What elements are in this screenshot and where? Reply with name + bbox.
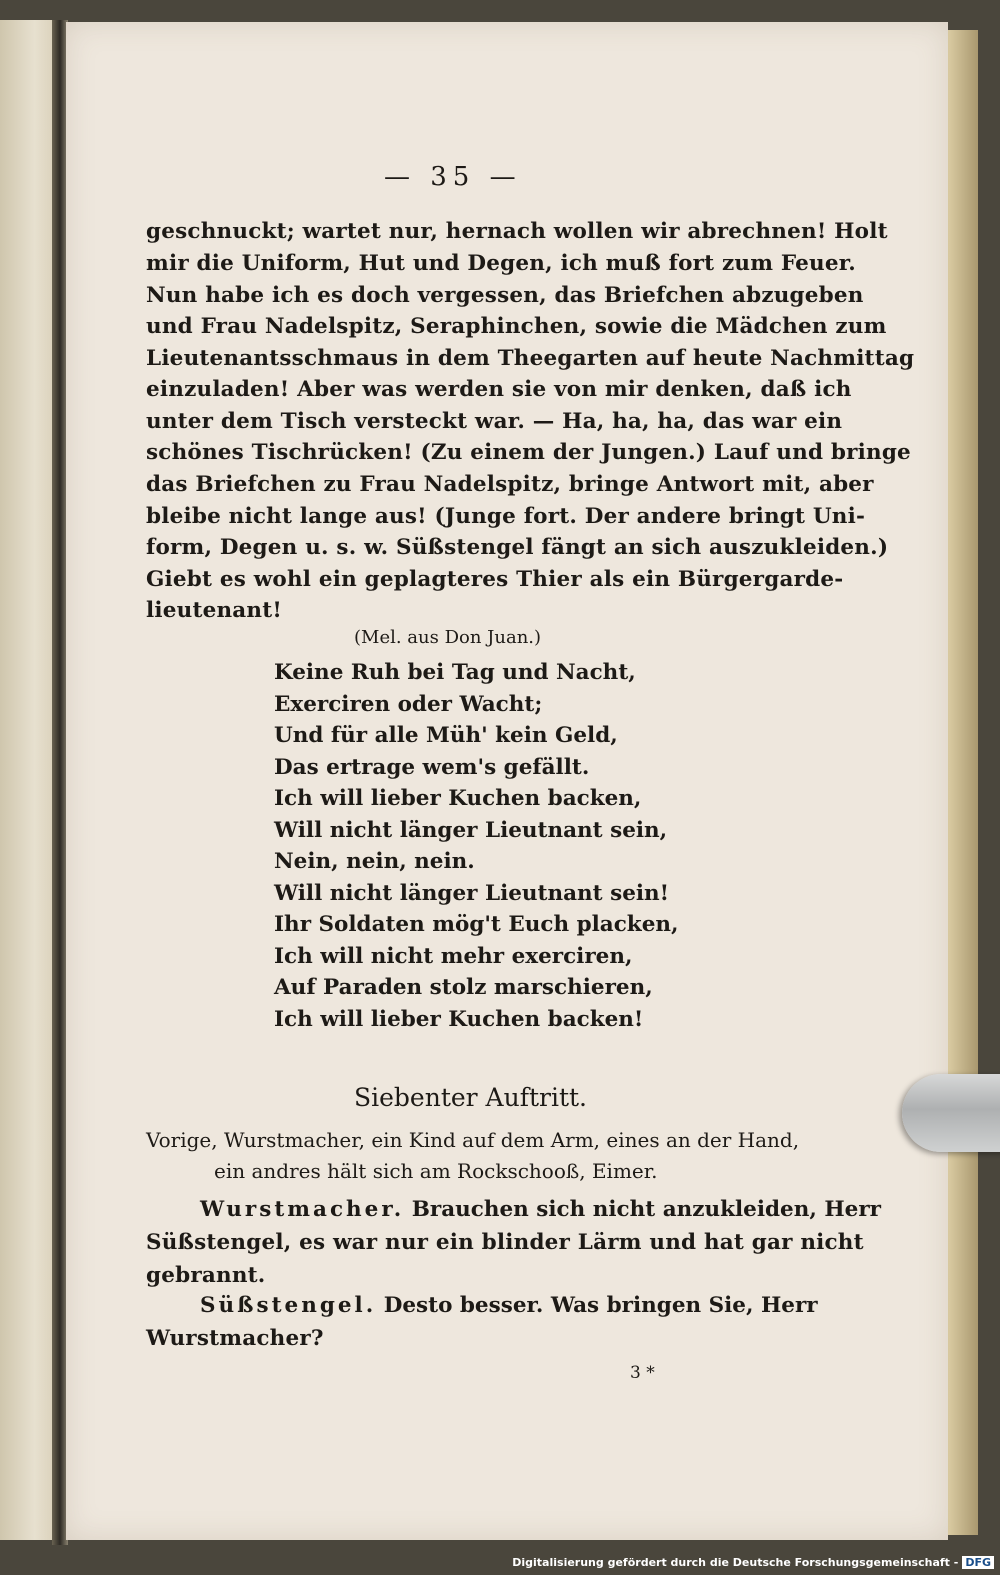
prose-line: form, Degen u. s. w. Süßstengel fängt an sich auszukleiden.) [146,535,889,560]
page-header: — 35 — [384,162,522,192]
speaker-name: Süßstengel. [200,1293,377,1318]
verse-line: Nein, nein, nein. [274,849,475,874]
verse-line: Ihr Soldaten mög't Euch placken, [274,912,679,937]
thumb [902,1074,1000,1152]
prose-line: schönes Tischrücken! (Zu einem der Jungen.) Lauf und bringe [146,440,911,465]
prose-line: geschnuckt; wartet nur, hernach wollen wir abrechnen! Holt [146,219,888,244]
prose-line: und Frau Nadelspitz, Seraphinchen, sowie die Mädchen zum [146,314,887,339]
verse-line: Und für alle Müh' kein Geld, [274,723,618,748]
prose-line: lieutenant! [146,598,283,623]
verse-line: Ich will nicht mehr exerciren, [274,944,633,969]
dialogue-text: Desto besser. Was bringen Sie, Herr [383,1293,818,1318]
cast-line: ein andres hält sich am Rockschooß, Eimer. [214,1159,658,1183]
prose-line: einzuladen! Aber was werden sie von mir denken, daß ich [146,377,852,402]
prose-line: Lieutenantsschmaus in dem Theegarten auf heute Nachmittag [146,346,915,371]
scene-title: Siebenter Auftritt. [354,1083,587,1112]
prose-line: mir die Uniform, Hut und Degen, ich muß fort zum Feuer. [146,251,856,276]
dialogue-line: Wurstmacher? [146,1326,324,1351]
dialogue-first-line [200,1197,881,1222]
left-page-edge [0,20,58,1540]
verse-line: Auf Paraden stolz marschieren, [274,975,653,1000]
prose-line: Giebt es wohl ein geplagteres Thier als ein Bürgergarde- [146,567,844,592]
melody-note: (Mel. aus Don Juan.) [354,627,542,648]
verse-line: Das ertrage wem's gefällt. [274,755,590,780]
verse-line: Will nicht länger Lieutnant sein, [274,818,668,843]
dfg-logo: DFG [962,1556,994,1569]
footer-text: Digitalisierung gefördert durch die Deutsche Forschungsgemeinschaft - [512,1556,959,1569]
speaker-name: Wurstmacher. [200,1197,405,1222]
verse-line: Ich will lieber Kuchen backen, [274,786,642,811]
cast-line: Vorige, Wurstmacher, ein Kind auf dem Arm, eines an der Hand, [146,1128,800,1152]
dialogue-first-line [200,1293,818,1318]
dialogue-text: Brauchen sich nicht anzukleiden, Herr [411,1197,881,1222]
digitization-footer [512,1556,994,1569]
verse-line: Ich will lieber Kuchen backen! [274,1007,644,1032]
dialogue-line: gebrannt. [146,1263,266,1288]
prose-line: Nun habe ich es doch vergessen, das Briefchen abzugeben [146,283,864,308]
verse-line: Keine Ruh bei Tag und Nacht, [274,660,636,685]
dialogue-line: Süßstengel, es war nur ein blinder Lärm und hat gar nicht [146,1230,864,1255]
prose-line: das Briefchen zu Frau Nadelspitz, bringe Antwort mit, aber [146,472,874,497]
verse-line: Exerciren oder Wacht; [274,692,543,717]
prose-line: bleibe nicht lange aus! (Junge fort. Der andere bringt Uni- [146,504,866,529]
prose-line: unter dem Tisch versteckt war. — Ha, ha, ha, das war ein [146,409,843,434]
verse-line: Will nicht länger Lieutnant sein! [274,881,670,906]
signature-mark: 3 * [630,1363,655,1383]
